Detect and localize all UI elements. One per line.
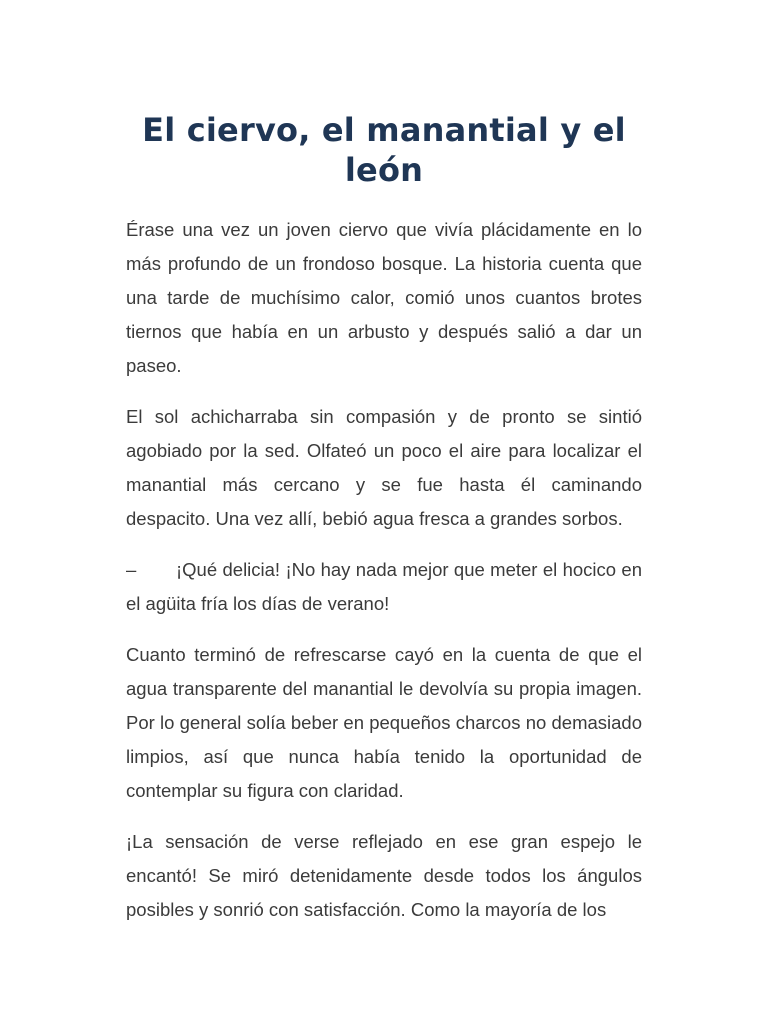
paragraph-4: Cuanto terminó de refrescarse cayó en la cuenta de que el agua transparente del manantial le devolvía su propia imagen. Por lo general solía beber en pequeños charcos no demasiado limpios, así que nunca había tenido la oportunidad de contemplar su figura con claridad. <box>126 644 642 801</box>
dialogue-text: ¡Qué delicia! ¡No hay nada mejor que meter el hocico en el agüita fría los días de verano! <box>126 559 642 614</box>
dialogue-paragraph <box>126 553 642 621</box>
document-body <box>126 213 642 944</box>
paragraph-2: El sol achicharraba sin compasión y de pronto se sintió agobiado por la sed. Olfateó un poco el aire para localizar el manantial más cercano y se fue hasta él caminando despacito. Una vez allí, bebió agua fresca a grandes sorbos. <box>126 406 642 529</box>
page-title: El ciervo, el manantial y el león <box>142 111 626 189</box>
dialogue-dash: – <box>126 559 137 580</box>
paragraph-1: Érase una vez un joven ciervo que vivía plácidamente en lo más profundo de un frondoso bosque. La historia cuenta que una tarde de muchísimo calor, comió unos cuantos brotes tiernos que había en un arbusto y después salió a dar un paseo. <box>126 219 642 376</box>
paragraph-5: ¡La sensación de verse reflejado en ese gran espejo le encantó! Se miró detenidamente desde todos los ángulos posibles y sonrió con satisfacción. Como la mayoría de los <box>126 831 642 920</box>
